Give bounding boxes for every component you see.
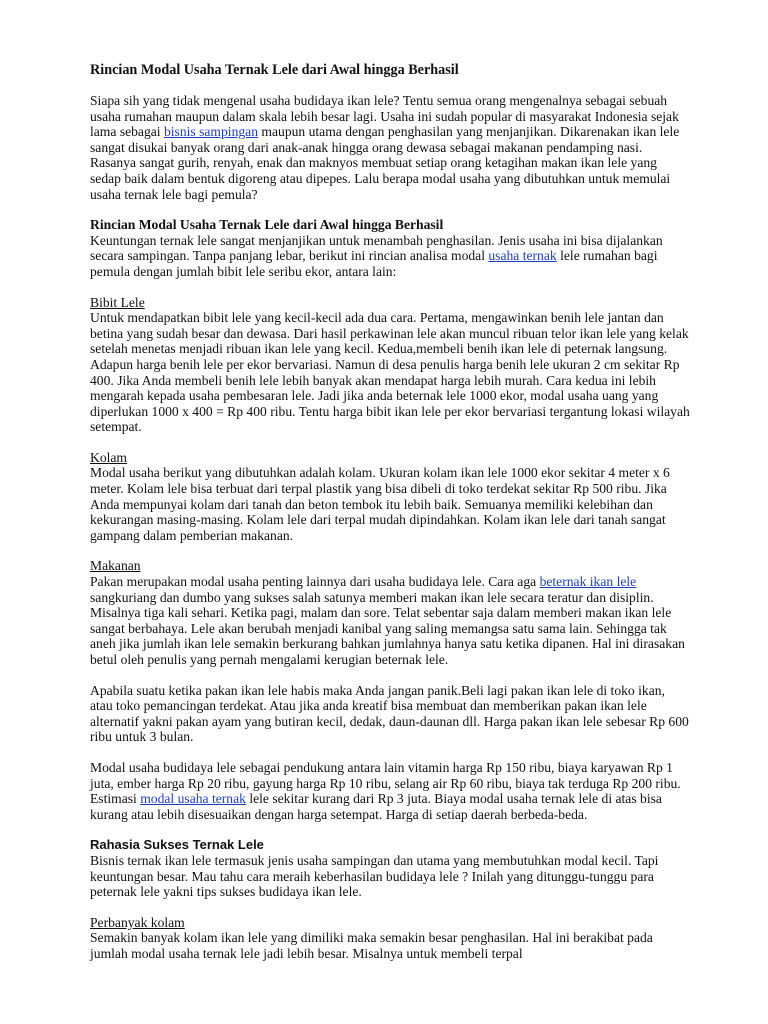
modal-usaha-ternak-link[interactable]: modal usaha ternak [140,791,246,807]
kolam-text: Modal usaha berikut yang dibutuhkan adalah kolam. Ukuran kolam ikan lele 1000 ekor sekitar 4 meter x 6 meter. Kolam lele bisa terbuat dari terpal plastik yang bisa dibeli di toko terdekat sekitar Rp 500 ribu. Jika Anda mempunyai kolam dari tanah dan beton tembok itu lebih baik. Semuanya memiliki kelebihan dan kekurangan masing-masing. Kolam lele dari terpal mudah dipindahkan. Kolam ikan lele dari tanah sangat gampang dalam pemberian makanan. [90,465,670,543]
modal-text-2: lele sekitar kurang dari Rp 3 juta. Biaya modal usaha ternak lele di atas bisa kurang atau lebih disesuaikan dengan harga setempat. Harga di setiap daerah berbeda-beda. [90,791,662,822]
section-bibit [90,295,690,435]
rahasia-text: Bisnis ternak ikan lele termasuk jenis usaha sampingan dan utama yang membutuhkan modal kecil. Tapi keuntungan besar. Mau tahu cara meraih keberhasilan budidaya lele ? Inilah yang ditunggu-tunggu para peternak lele yakni tips sukses budidaya ikan lele. [90,852,659,900]
document-page [90,62,690,977]
section-overview-text-2: lele rumahan bagi pemula dengan jumlah bibit lele seribu ekor, antara lain: [90,248,658,279]
paragraph-modal [90,760,690,822]
intro-text-2: maupun utama dengan penghasilan yang menjanjikan. Dikarenakan ikan lele sangat disukai banyak orang dari anak-anak hingga orang dewasa sebagai makanan pendamping nasi. Rasanya sangat gurih, renyah, enak dan maknyos membuat setiap orang ketagihan makan ikan lele yang sedap baik dalam bentuk digoreng atau dipepes. Lalu berapa modal usaha yang dibutuhkan untuk memulai usaha ternak lele bagi pemula? [90,124,680,202]
section-overview [90,217,690,279]
section-makanan [90,558,690,667]
section-kolam [90,450,690,544]
makanan-text-2: sangkuriang dan dumbo yang sukses salah satunya memberi makan ikan lele secara teratur dan disiplin. Misalnya tiga kali sehari. Ketika pagi, malam dan sore. Telat sebentar saja dalam memberi makan ikan lele sangat berbahaya. Lele akan berubah menjadi kanibal yang saling memangsa satu sama lain. Sehingga tak aneh jika jumlah ikan lele semakin berkurang bahkan jumlahnya hanya satu ketika dipanen. Hal ini dirasakan betul oleh penulis yang pernah mengalami kerugian beternak lele. [90,589,685,667]
section-perbanyak [90,915,690,962]
section-overview-text-1: Keuntungan ternak lele sangat menjanjikan untuk menambah penghasilan. Jenis usaha ini bisa dijalankan secara sampingan. Tanpa panjang lebar, berikut ini rincian analisa modal [90,232,663,264]
bibit-heading: Bibit Lele [90,294,145,310]
section-overview-heading: Rincian Modal Usaha Ternak Lele dari Awal hingga Berhasil [90,217,444,233]
bibit-text: Untuk mendapatkan bibit lele yang kecil-kecil ada dua cara. Pertama, mengawinkan benih lele jantan dan betina yang sudah besar dan dewasa. Dari hasil perkawinan lele akan muncul ribuan telor ikan lele yang kelak setelah menetas menjadi ribuan ikan lele yang kecil. Kedua,membeli benih ikan lele di peternak langsung. Adapun harga benih lele per ekor bervariasi. Namun di desa penulis harga benih lele ukuran 2 cm sekitar Rp 400. Jika Anda membeli benih lele lebih banyak akan mendapat harga lebih murah. Cara kedua ini lebih mengarah kepada usaha pembesaran lele. Jadi jika anda beternak lele 1000 ekor, modal usaha uang yang diperlukan 1000 x 400 = Rp 400 ribu. Tentu harga bibit ikan lele per ekor bervariasi tergantung lokasi wilayah setempat. [90,310,690,435]
rahasia-heading: Rahasia Sukses Ternak Lele [90,837,264,853]
beternak-ikan-lele-link[interactable]: beternak ikan lele [539,574,637,590]
bisnis-sampingan-link[interactable]: bisnis sampingan [163,124,259,140]
perbanyak-text: Semakin banyak kolam ikan lele yang dimiliki maka semakin besar penghasilan. Hal ini berakibat pada jumlah modal usaha ternak lele jadi lebih besar. Misalnya untuk membeli terpal [90,930,653,961]
usaha-ternak-link[interactable]: usaha ternak [488,248,557,264]
document-title: Rincian Modal Usaha Ternak Lele dari Awal hingga Berhasil [90,62,459,78]
kolam-heading: Kolam [90,449,127,465]
paragraph-pakan: Apabila suatu ketika pakan ikan lele habis maka Anda jangan panik.Beli lagi pakan ikan lele di toko ikan, atau toko pemancingan terdekat. Atau jika anda kreatif bisa membuat dan memberikan pakan ikan lele alternatif yakni pakan ayam yang butiran kecil, dedak, daun-daunan dll. Harga pakan ikan lele sebesar Rp 600 ribu untuk 3 bulan. [90,682,689,745]
intro-paragraph [90,93,690,202]
section-rahasia [90,837,690,899]
perbanyak-heading: Perbanyak kolam [90,914,185,930]
makanan-heading: Makanan [90,558,141,574]
makanan-text-1: Pakan merupakan modal usaha penting lainnya dari usaha budidaya lele. Cara aga [90,574,540,590]
intro-text-1: Siapa sih yang tidak mengenal usaha budidaya ikan lele? Tentu semua orang mengenalnya sebagai sebuah usaha rumahan maupun dalam skala lebih besar lagi. Usaha ini sudah popular di masyarakat Indonesia sejak lama sebagai [90,93,679,140]
modal-text-1: Modal usaha budidaya lele sebagai pendukung antara lain vitamin harga Rp 150 ribu, biaya karyawan Rp 1 juta, ember harga Rp 20 ribu, gayung harga Rp 10 ribu, selang air Rp 60 ribu, biaya tak terduga Rp 200 ribu. Estimasi [90,759,681,807]
